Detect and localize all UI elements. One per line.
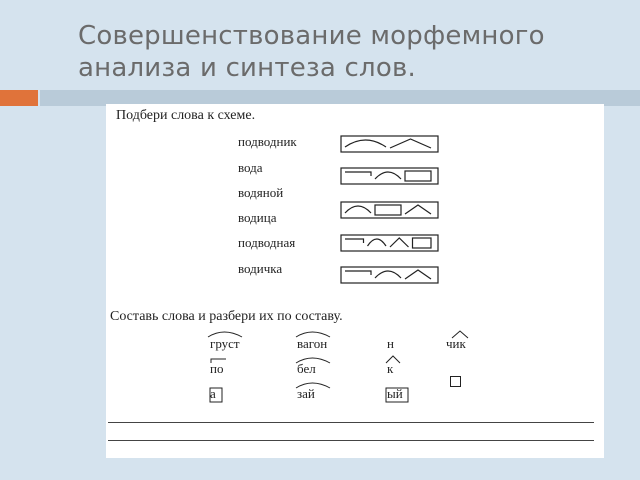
scheme-frame [341,168,438,184]
morpheme-suffix: к [387,361,394,376]
suffix-mark [405,270,431,279]
root-mark [368,239,387,246]
morpheme-ending: ый [387,386,403,401]
morpheme-ending: а [210,386,216,401]
ending-box-icon [450,376,462,388]
suffix-mark [386,356,400,363]
morpheme-marks [204,328,474,404]
root-arc-mark [296,332,330,337]
ending-mark [375,205,401,215]
task1-instruction: Подбери слова к схеме. [116,108,256,123]
worksheet [106,104,604,458]
root-mark [375,271,401,278]
root-arc-mark [296,358,330,363]
root-mark [345,140,386,147]
morpheme-scheme [340,265,440,285]
answer-line [108,440,594,441]
word-item: подводник [238,134,297,149]
morpheme-scheme [340,200,440,220]
root-arc-mark [296,383,330,388]
ending-mark [405,171,431,181]
slide-title-line-2: анализа и синтеза слов. [78,53,416,83]
suffix-mark [452,331,468,338]
morpheme-root: бел [297,361,316,376]
accent-bar [0,90,38,106]
word-item: водичка [238,261,283,276]
scheme-frame [341,267,438,283]
morpheme-root: вагон [297,336,328,351]
task2-instruction: Составь слова и разбери их по составу. [110,309,343,324]
root-mark [345,206,371,213]
prefix-mark [345,239,364,243]
morpheme-scheme [340,134,440,154]
answer-line [108,422,594,423]
morpheme-scheme [340,166,440,186]
morpheme-root: груст [210,336,240,351]
ending-box [210,388,222,402]
suffix-mark [405,205,431,214]
scheme-frame [341,202,438,218]
morpheme-root: зай [297,386,315,401]
morpheme-scheme [340,233,440,253]
scheme-frame [341,136,438,152]
prefix-mark [345,271,371,275]
ending-mark [413,238,432,248]
word-item: водица [238,210,277,225]
scheme-frame [341,235,438,251]
slide-title-line-1: Совершенствование морфемного [78,21,545,51]
root-arc-mark [208,332,242,337]
ending-box [386,388,408,402]
root-mark [375,172,401,179]
slide-title [78,20,618,84]
word-item: подводная [238,235,296,250]
morpheme-prefix: по [210,361,224,376]
prefix-mark [211,359,226,363]
morpheme-suffix: чик [446,336,466,351]
suffix-mark [390,139,431,148]
word-item: водяной [238,185,284,200]
word-item: вода [238,160,263,175]
suffix-mark [390,238,409,247]
prefix-mark [345,172,371,176]
morpheme-suffix: н [387,336,394,351]
